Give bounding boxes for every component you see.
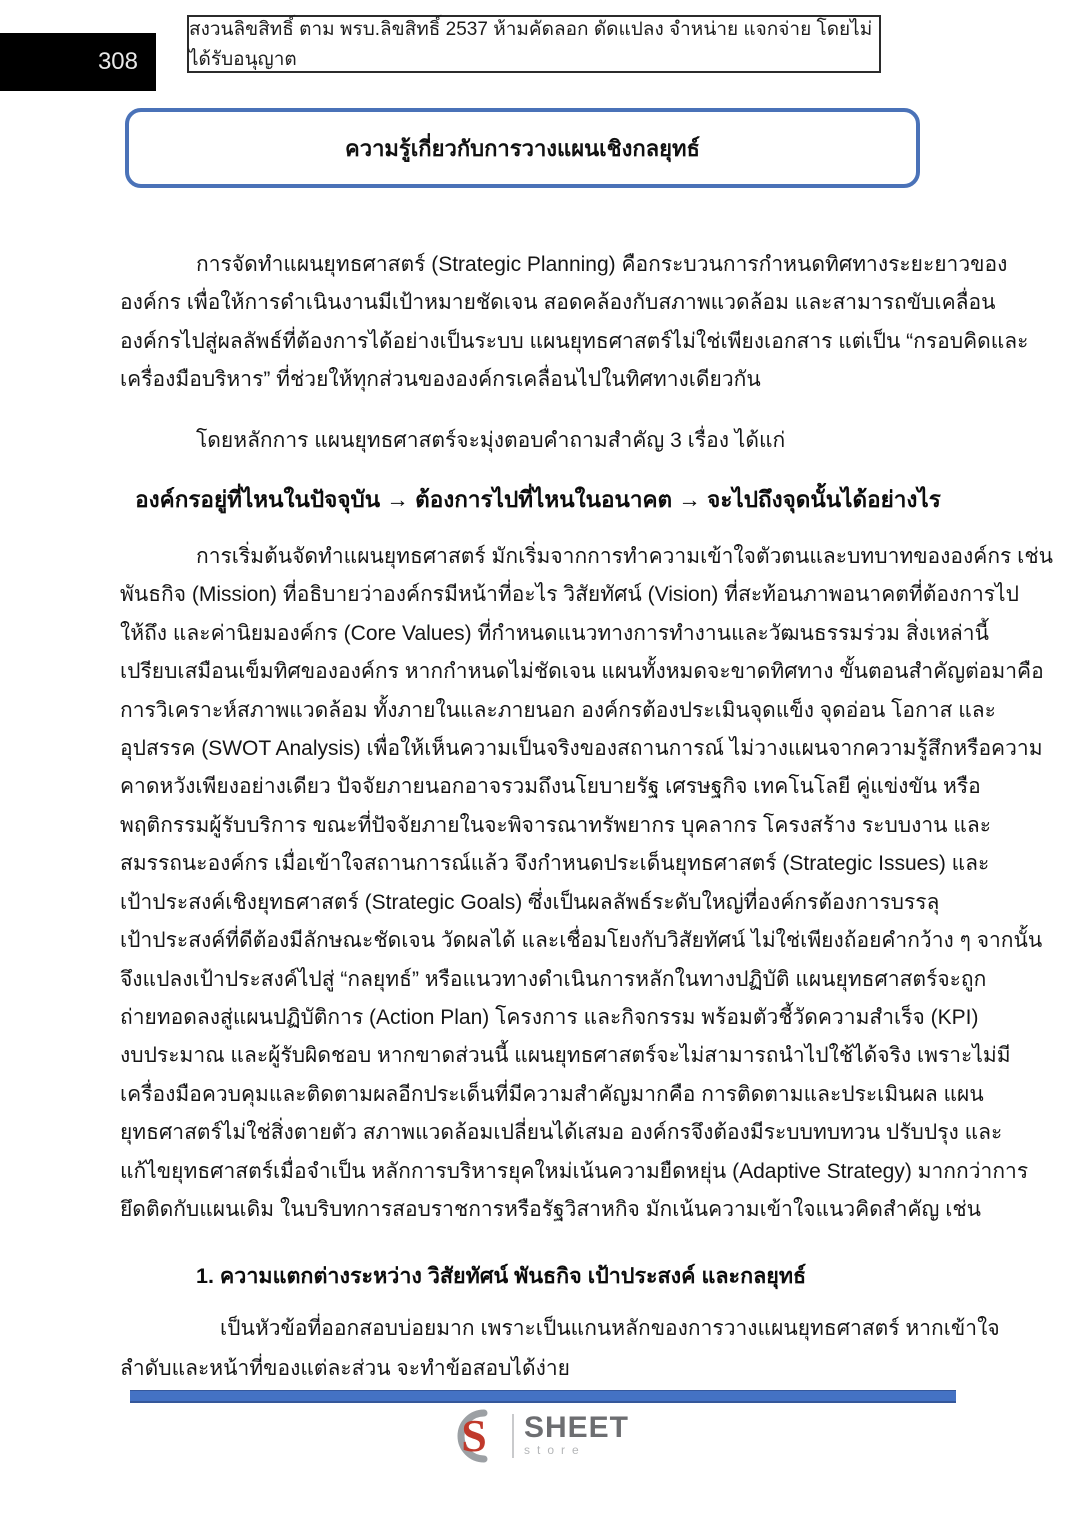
logo-divider <box>512 1414 514 1458</box>
text-line: ลำดับและหน้าที่ของแต่ละส่วน จะทำข้อสอบได้ง่าย <box>120 1357 570 1381</box>
main-paragraph <box>120 538 1053 1229</box>
text-line: สมรรถนะองค์กร เมื่อเข้าใจสถานการณ์แล้ว จึงกำหนดประเด็นยุทธศาสตร์ (Strategic Issues) และ <box>120 852 990 876</box>
text-line: จึงแปลงเป้าประสงค์ไปสู่ “กลยุทธ์” หรือแนวทางดำเนินการหลักในทางปฏิบัติ แผนยุทธศาสตร์จะถูก <box>120 967 987 991</box>
text-line: เป็นหัวข้อที่ออกสอบบ่อยมาก เพราะเป็นแกนหลักของการวางแผนยุทธศาสตร์ หากเข้าใจ <box>220 1317 1000 1341</box>
copyright-notice-text: สงวนลิขสิทธิ์ ตาม พรบ.ลิขสิทธิ์ 2537 ห้ามคัดลอก ดัดแปลง จำหน่าย แจกจ่าย โดยไม่ได้รับอนุญาต <box>189 19 873 70</box>
text-line: คาดหวังเพียงอย่างเดียว ปัจจัยภายนอกอาจรวมถึงนโยบายรัฐ เศรษฐกิจ เทคโนโลยี คู่แข่งขัน หรือ <box>120 775 981 799</box>
section-1-paragraph <box>120 1309 1000 1389</box>
text-line: เปรียบเสมือนเข็มทิศขององค์กร หากกำหนดไม่ชัดเจน แผนทั้งหมดจะขาดทิศทาง ขั้นตอนสำคัญต่อมาคือ <box>120 660 1044 684</box>
text-line: พฤติกรรมผู้รับบริการ ขณะที่ปัจจัยภายในจะพิจารณาทรัพยากร บุคลากร โครงสร้าง ระบบงาน และ <box>120 813 992 837</box>
text-line: การเริ่มต้นจัดทำแผนยุทธศาสตร์ มักเริ่มจากการทำความเข้าใจตัวตนและบทบาทขององค์กร เช่น <box>196 545 1053 569</box>
key-questions-line: องค์กรอยู่ที่ไหนในปัจจุบัน → ต้องการไปที่ไหนในอนาคต → จะไปถึงจุดนั้นได้อย่างไร <box>135 487 941 513</box>
copyright-notice-box <box>187 15 881 73</box>
text-line: เป้าประสงค์ที่ดีต้องมีลักษณะชัดเจน วัดผลได้ และเชื่อมโยงกับวิสัยทัศน์ ไม่ใช่เพียงถ้อยคำกว้าง ๆ จากนั้น <box>120 929 1043 953</box>
logo-name-text: SHEET <box>523 1411 630 1444</box>
publisher-logo <box>0 1408 1075 1464</box>
text-line: แก้ไขยุทธศาสตร์เมื่อจำเป็น หลักการบริหารยุคใหม่เน้นความยืดหยุ่น (Adaptive Strategy) มากกว่าการ <box>120 1159 1029 1183</box>
document-title-box <box>125 108 920 188</box>
text-line: การจัดทำแผนยุทธศาสตร์ (Strategic Planning) คือกระบวนการกำหนดทิศทางระยะยาวของ <box>196 253 1008 276</box>
text-line: ยุทธศาสตร์ไม่ใช่สิ่งตายตัว สภาพแวดล้อมเปลี่ยนได้เสมอ องค์กรจึงต้องมีระบบทบทวน ปรับปรุง และ <box>120 1121 1003 1145</box>
intro-paragraph <box>120 246 1029 400</box>
sheet-store-logo-icon <box>446 1408 502 1464</box>
text-line: อุปสรรค (SWOT Analysis) เพื่อให้เห็นความเป็นจริงของสถานการณ์ ไม่วางแผนจากความรู้สึกหรือความ <box>120 737 1043 761</box>
text-line: เครื่องมือควบคุมและติดตามผลอีกประเด็นที่มีความสำคัญมากคือ การติดตามและประเมินผล แผน <box>120 1082 984 1106</box>
svg-text:S: S <box>461 1410 487 1461</box>
text-line: องค์กรไปสู่ผลลัพธ์ที่ต้องการได้อย่างเป็นระบบ แผนยุทธศาสตร์ไม่ใช่เพียงเอกสาร แต่เป็น “กรอบคิดและ <box>120 329 1029 353</box>
text-line: เป้าประสงค์เชิงยุทธศาสตร์ (Strategic Goals) ซึ่งเป็นผลลัพธ์ระดับใหญ่ที่องค์กรต้องการบรรลุ <box>120 890 940 914</box>
page-number-bar <box>0 33 156 91</box>
document-body <box>120 246 1053 1389</box>
document-title: ความรู้เกี่ยวกับการวางแผนเชิงกลยุทธ์ <box>345 135 700 161</box>
logo-wordmark <box>523 1411 630 1458</box>
page-number: 308 <box>97 48 138 75</box>
text-line: องค์กร เพื่อให้การดำเนินงานมีเป้าหมายชัดเจน สอดคล้องกับสภาพแวดล้อม และสามารถขับเคลื่อน <box>120 291 996 315</box>
text-line: ถ่ายทอดลงสู่แผนปฏิบัติการ (Action Plan) โครงการ และกิจกรรม พร้อมตัวชี้วัดความสำเร็จ (KPI) <box>120 1005 979 1029</box>
footer-divider-rule <box>130 1390 956 1403</box>
text-line: พันธกิจ (Mission) ที่อธิบายว่าองค์กรมีหน้าที่อะไร วิสัยทัศน์ (Vision) ที่สะท้อนภาพอนาคตที่ต้องการไป <box>120 583 1019 607</box>
text-line: ยึดติดกับแผนเดิม ในบริบทการสอบราชการหรือรัฐวิสาหกิจ มักเน้นความเข้าใจแนวคิดสำคัญ เช่น <box>120 1197 982 1221</box>
text-line: การวิเคราะห์สภาพแวดล้อม ทั้งภายในและภายนอก องค์กรต้องประเมินจุดแข็ง จุดอ่อน โอกาส และ <box>120 698 996 722</box>
section-1-heading: 1. ความแตกต่างระหว่าง วิสัยทัศน์ พันธกิจ เป้าประสงค์ และกลยุทธ์ <box>196 1264 807 1289</box>
lead-in-paragraph: โดยหลักการ แผนยุทธศาสตร์จะมุ่งตอบคำถามสำคัญ 3 เรื่อง ได้แก่ <box>196 428 786 452</box>
text-line: งบประมาณ และผู้รับผิดชอบ หากขาดส่วนนี้ แผนยุทธศาสตร์จะไม่สามารถนำไปใช้ได้จริง เพราะไม่มี <box>120 1044 1011 1068</box>
text-line: ให้ถึง และค่านิยมองค์กร (Core Values) ที่กำหนดแนวทางการทำงานและวัฒนธรรมร่วม สิ่งเหล่านี้ <box>120 621 989 645</box>
text-line: เครื่องมือบริหาร” ที่ช่วยให้ทุกส่วนขององค์กรเคลื่อนไปในทิศทางเดียวกัน <box>120 368 761 392</box>
logo-subtext: store <box>523 1443 586 1457</box>
